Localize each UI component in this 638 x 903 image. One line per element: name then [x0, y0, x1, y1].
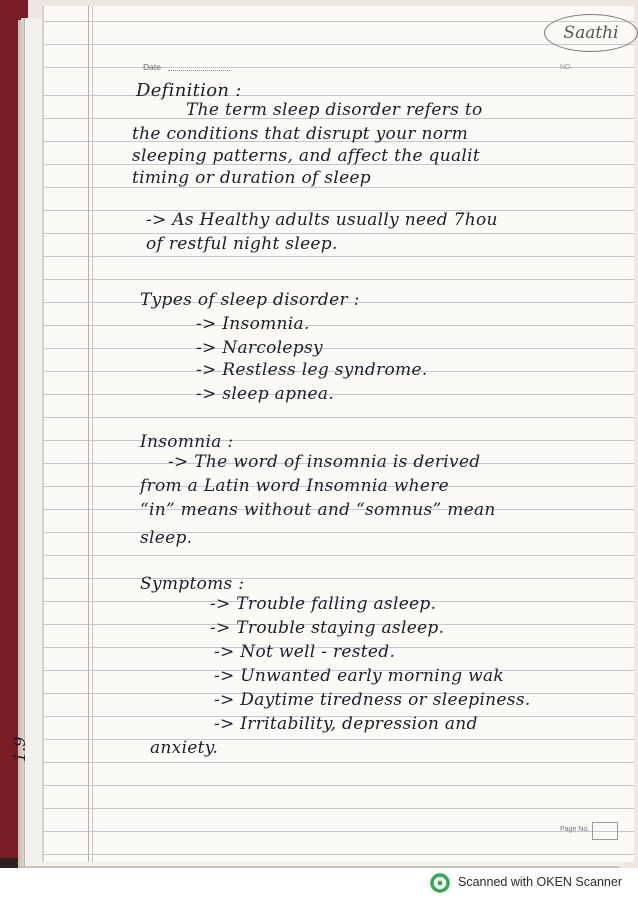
note-line: of restful night sleep. — [146, 234, 338, 254]
margin-line-inner — [92, 6, 93, 862]
definition-line: timing or duration of sleep — [132, 168, 371, 188]
definition-line: the conditions that disrupt your norm — [132, 124, 469, 144]
page-number-label: Page No. — [560, 826, 590, 833]
date-label: Date — [143, 62, 161, 72]
number-label: NO. — [560, 64, 573, 71]
symptom-item: anxiety. — [150, 738, 219, 758]
list-item: -> Narcolepsy — [196, 338, 323, 358]
symptom-item: -> Trouble staying asleep. — [210, 618, 445, 638]
insomnia-line: -> The word of insomnia is derived — [168, 452, 481, 472]
date-blank — [168, 70, 230, 71]
list-item: -> Restless leg syndrome. — [196, 360, 428, 380]
definition-line: The term sleep disorder refers to — [186, 100, 483, 120]
margin-line — [88, 6, 89, 862]
insomnia-line: “in” means without and “somnus” mean — [140, 500, 496, 520]
page-number-box — [592, 822, 618, 840]
symptom-item: -> Not well - rested. — [214, 642, 396, 662]
note-line: -> As Healthy adults usually need 7hou — [146, 210, 498, 230]
symptom-item: -> Trouble falling asleep. — [210, 594, 437, 614]
brand-logo — [544, 14, 638, 52]
margin-side-mark: 1.9 — [10, 736, 29, 762]
scanner-watermark-text: Scanned with OKEN Scanner — [458, 875, 622, 889]
types-heading: Types of sleep disorder : — [140, 290, 360, 310]
definition-line: sleeping patterns, and affect the qualit — [132, 146, 481, 166]
insomnia-heading: Insomnia : — [140, 432, 234, 452]
definition-heading: Definition : — [136, 80, 242, 101]
brand-logo-text: Saathi — [563, 23, 619, 43]
oken-scanner-logo-icon — [430, 873, 450, 893]
symptom-item: -> Daytime tiredness or sleepiness. — [214, 690, 531, 710]
symptom-item: -> Irritability, depression and — [214, 714, 478, 734]
symptom-item: -> Unwanted early morning wak — [214, 666, 505, 686]
insomnia-line: sleep. — [140, 528, 193, 548]
list-item: -> sleep apnea. — [196, 384, 335, 404]
symptoms-heading: Symptoms : — [140, 574, 245, 594]
list-item: -> Insomnia. — [196, 314, 310, 334]
insomnia-line: from a Latin word Insomnia where — [140, 476, 449, 496]
